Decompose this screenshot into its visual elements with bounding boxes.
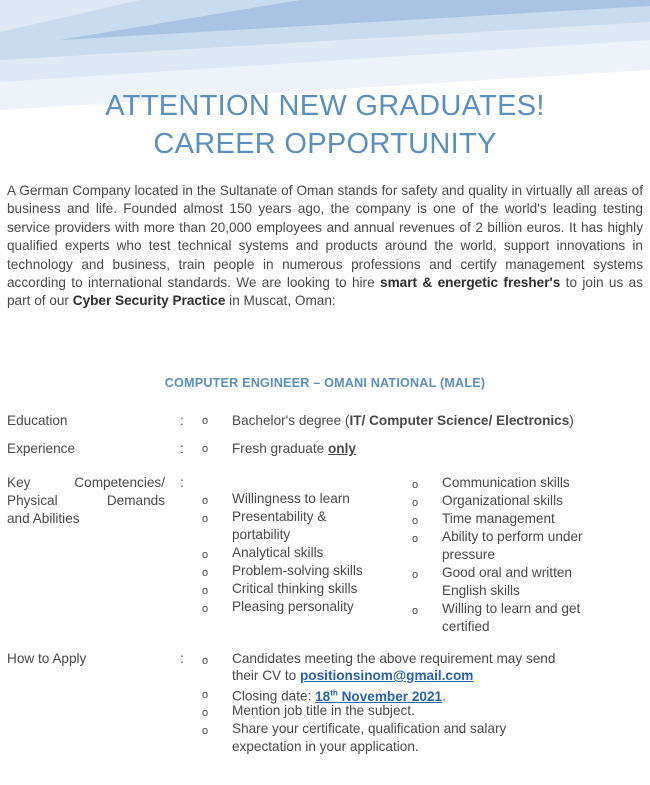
competency-right-item: Willing to learn and get — [442, 601, 581, 616]
competency-left-item: Analytical skills — [232, 545, 324, 560]
colon: : — [180, 475, 184, 490]
bullet-icon: o — [202, 585, 209, 597]
apply-item-share-certificate: Share your certificate, qualification and salary — [232, 721, 507, 736]
competency-left-item: Presentability & — [232, 509, 327, 524]
competencies-label-line1: Key Competencies/ — [7, 475, 165, 490]
bullet-icon: o — [202, 707, 209, 719]
bullet-icon: o — [412, 605, 419, 617]
bullet-icon: o — [412, 515, 419, 527]
apply-item-mention-title: Mention job title in the subject. — [232, 703, 415, 718]
bullet-icon: o — [202, 415, 209, 427]
competency-left-item: Willingness to learn — [232, 491, 350, 506]
colon: : — [180, 441, 184, 456]
bullet-icon: o — [412, 569, 419, 581]
bullet-icon: o — [412, 479, 419, 491]
competency-right-item: Time management — [442, 511, 555, 526]
bullet-icon: o — [412, 497, 419, 509]
experience-value: Fresh graduate only — [232, 441, 356, 456]
competencies-label-line3: and Abilities — [7, 511, 80, 526]
headline-attention: ATTENTION NEW GRADUATES! — [105, 90, 545, 122]
competency-right-item: Organizational skills — [442, 493, 563, 508]
competency-right-item: Good oral and written — [442, 565, 572, 580]
apply-item-closing-date: Closing date: 18th November 2021. — [232, 688, 446, 704]
competencies-label-line2: Physical Demands — [7, 493, 165, 508]
bullet-icon: o — [202, 725, 209, 737]
competency-left-item: Problem-solving skills — [232, 563, 363, 578]
competency-right-item: Ability to perform under — [442, 529, 583, 544]
bullet-icon: o — [202, 689, 209, 701]
bullet-icon: o — [202, 513, 209, 525]
bullet-icon: o — [202, 603, 209, 615]
education-label: Education — [7, 413, 68, 428]
experience-label: Experience — [7, 441, 76, 456]
job-title: COMPUTER ENGINEER – OMANI NATIONAL (MALE) — [164, 376, 486, 390]
how-to-apply-label: How to Apply — [7, 651, 87, 666]
closing-date-value: 18th November 2021 — [315, 688, 443, 704]
colon: : — [180, 413, 184, 428]
education-value: Bachelor's degree (IT/ Computer Science/ Electronics) — [232, 413, 574, 428]
bullet-icon: o — [202, 655, 209, 667]
competency-left-item: Critical thinking skills — [232, 581, 358, 596]
email-link[interactable]: positionsinom@gmail.com — [300, 668, 474, 683]
competency-right-item-cont: English skills — [442, 583, 520, 598]
colon: : — [180, 651, 184, 666]
competency-right-item: Communication skills — [442, 475, 570, 490]
competency-left-item-cont: portability — [232, 527, 291, 542]
apply-item-share-certificate-cont: expectation in your application. — [232, 739, 419, 754]
competency-left-item: Pleasing personality — [232, 599, 354, 614]
apply-item-send-cv: Candidates meeting the above requirement may send — [232, 651, 556, 666]
bullet-icon: o — [202, 495, 209, 507]
bullet-icon: o — [202, 567, 209, 579]
bullet-icon: o — [202, 549, 209, 561]
competency-right-item-cont: certified — [442, 619, 490, 634]
intro-bold-practice: Cyber Security Practice — [72, 293, 226, 309]
headline-career-opportunity: CAREER OPPORTUNITY — [153, 128, 497, 160]
intro-paragraph: A German Company located in the Sultanate of Oman stands for safety and quality in virtually all areas of business and life. Founded almost 150 years ago, the company is one of the world's leading testing service providers with more than 20,000 employees and annual revenues of 2 billion euros. It has highly qualified experts who test technical systems and products around the world, support innovations in technology and business, train people in numerous professions and certify management systems according to international standards. We are looking to hire smart & energetic fresher's to join us as part of our Cyber Security Practice in Muscat, Oman: — [7, 183, 644, 309]
competency-right-item-cont: pressure — [442, 547, 495, 562]
apply-item-send-cv-cont: their CV to positionsinom@gmail.com — [232, 668, 474, 683]
bullet-icon: o — [412, 533, 419, 545]
intro-bold-freshers: smart & energetic fresher's — [380, 275, 561, 291]
bullet-icon: o — [202, 443, 209, 455]
